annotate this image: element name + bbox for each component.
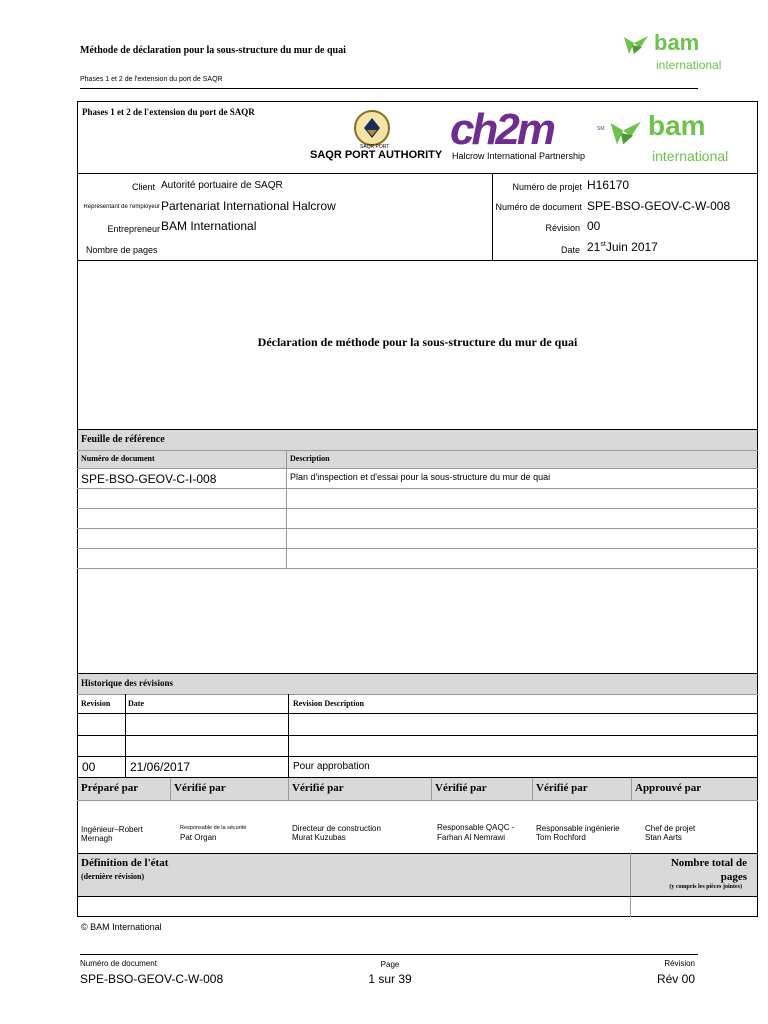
rep-value: Partenariat International Halcrow <box>161 199 336 213</box>
copyright: © BAM International <box>81 922 162 932</box>
saqr-label: SAQR PORT AUTHORITY <box>310 149 443 161</box>
ch2m-subtitle: Halcrow International Partnership <box>452 151 586 161</box>
ch2m-logo: ch2m <box>450 105 553 154</box>
signoff-role-prepared: Ingénieur–Robert <box>81 825 143 834</box>
signoff-header-checked-2: Vérifié par <box>292 782 344 794</box>
status-title: Définition de l'état <box>81 857 169 869</box>
contractor-value: BAM International <box>161 219 257 233</box>
signoff-header-checked-3: Vérifié par <box>435 782 487 794</box>
reference-title: Feuille de référence <box>81 434 165 445</box>
ref-col-doc: Numéro de document <box>81 454 155 463</box>
signoff-role-4: Responsable ingénierie <box>536 824 620 833</box>
header-subtitle: Phases 1 et 2 de l'extension du port de SAQR <box>80 76 223 83</box>
history-col-date: Date <box>128 699 144 708</box>
revision-label: Révision <box>545 223 580 233</box>
history-row-desc: Pour approbation <box>293 761 370 772</box>
history-row-date: 21/06/2017 <box>130 760 191 774</box>
history-col-desc: Revision Description <box>293 699 364 708</box>
signoff-header-checked-4: Vérifié par <box>536 782 588 794</box>
box-heading: Phases 1 et 2 de l'extension du port de SAQR <box>82 107 255 117</box>
signoff-name-5: Stan Aarts <box>645 833 682 842</box>
ref-row-desc: Plan d'inspection et d'essai pour la sous-structure du mur de quai <box>290 472 551 482</box>
signoff-role-3: Responsable QAQC - <box>437 823 515 832</box>
footer-rule <box>80 954 698 955</box>
signoff-name-4: Tom Rochford <box>536 833 586 842</box>
signoff-role-2: Directeur de construction <box>292 824 381 833</box>
history-col-rev: Revision <box>81 699 111 708</box>
doc-number-label: Numéro de document <box>495 202 582 212</box>
project-label: Numéro de projet <box>512 182 582 192</box>
box-bam-logo: bam international <box>608 113 748 165</box>
total-pages-title-2: pages <box>720 871 747 883</box>
header-title: Méthode de déclaration pour la sous-structure du mur de quai <box>80 45 346 56</box>
bam-leaf-icon <box>622 34 652 56</box>
history-title: Historique des révisions <box>81 678 174 688</box>
footer-doc-label: Numéro de document <box>80 959 157 968</box>
history-row-rev: 00 <box>82 760 96 774</box>
pages-label: Nombre de pages <box>86 245 158 255</box>
footer-rev-label: Révision <box>664 959 695 968</box>
ch2m-mark: SM <box>597 126 605 132</box>
status-subtitle: (dernière révision) <box>81 872 145 881</box>
signoff-role-1: Responsable de la sécurité <box>180 825 247 831</box>
footer-doc-value: SPE-BSO-GEOV-C-W-008 <box>80 972 224 986</box>
date-value: 21stJuin 2017 <box>587 240 658 254</box>
signoff-name-3: Farhan Al Nemrawi <box>437 833 506 842</box>
client-label: Client <box>131 182 155 192</box>
signoff-name-1: Pat Organ <box>180 833 217 842</box>
signoff-role-5: Chef de projet <box>645 824 696 833</box>
footer-page-value: 1 sur 39 <box>368 972 412 986</box>
signoff-name-2: Murat Kuzubas <box>292 833 346 842</box>
total-pages-title-1: Nombre total de <box>670 857 747 869</box>
header-bam-logo: bam international <box>622 32 732 72</box>
doc-number-value: SPE-BSO-GEOV-C-W-008 <box>587 199 731 213</box>
ref-row-doc: SPE-BSO-GEOV-C-I-008 <box>81 472 217 486</box>
header-rule <box>80 88 698 89</box>
date-label: Date <box>560 245 580 255</box>
saqr-seal: SAQR PORT <box>350 106 394 156</box>
footer-rev-value: Rév 00 <box>656 972 695 986</box>
footer-page-label: Page <box>380 960 400 969</box>
signoff-name-prepared: Mernagh <box>81 834 113 843</box>
main-title: Déclaration de méthode pour la sous-structure du mur de quai <box>257 335 578 349</box>
revision-value: 00 <box>587 219 601 233</box>
rep-label: Représentant de l'employeur <box>83 204 160 210</box>
signoff-header-prepared: Préparé par <box>81 782 139 794</box>
ref-col-desc: Description <box>290 454 330 463</box>
contractor-label: Entrepreneur <box>107 224 160 234</box>
bam-leaf-icon <box>608 119 646 147</box>
signoff-header-approved: Approuvé par <box>635 782 702 794</box>
total-pages-sub: (y compris les pièces jointes) <box>669 884 742 890</box>
client-value: Autorité portuaire de SAQR <box>161 180 283 191</box>
project-value: H16170 <box>587 178 630 192</box>
signoff-header-checked-1: Vérifié par <box>174 782 226 794</box>
